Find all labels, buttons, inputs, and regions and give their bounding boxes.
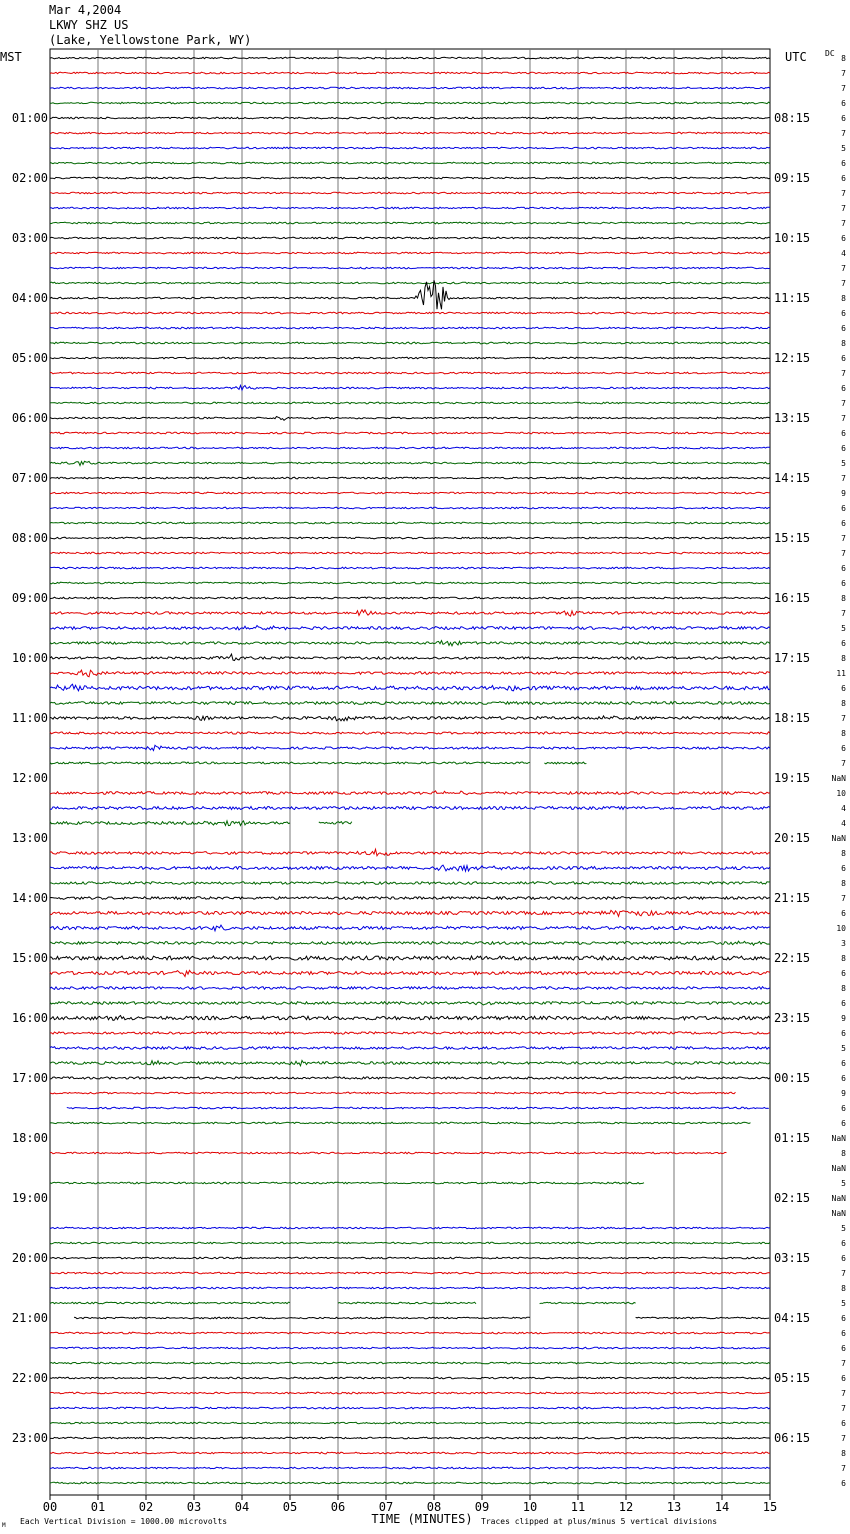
seismic-trace [50,1227,770,1229]
row-dc-value: 7 [841,264,846,273]
seismic-trace [50,537,770,539]
row-dc-value: 3 [841,939,846,948]
right-hour-label: 18:15 [774,711,811,725]
seismic-trace [50,987,770,990]
row-dc-value: 7 [841,759,846,768]
right-hour-label: 10:15 [774,231,811,245]
seismic-trace [50,87,770,89]
seismic-trace [50,1452,770,1454]
row-dc-value: 6 [841,1119,846,1128]
seismic-trace [50,702,770,705]
axis-labels [0,49,846,1529]
left-timezone-label: MST [0,50,22,64]
seismic-trace [50,552,770,554]
station-code: LKWY SHZ US [49,18,129,32]
row-dc-value: NaN [831,1194,846,1203]
x-tick-label: 04 [234,1500,250,1514]
x-tick-label: 01 [90,1500,106,1514]
seismic-trace [50,1182,644,1184]
row-dc-value: 7 [841,609,846,618]
row-dc-value: 6 [841,744,846,753]
plot-frame [50,49,770,1495]
seismic-trace [50,882,770,885]
left-hour-label: 18:00 [11,1131,48,1145]
row-dc-value: 7 [841,189,846,198]
row-dc-value: 5 [841,1179,846,1188]
x-tick-label: 06 [330,1500,346,1514]
row-dc-value: 7 [841,1464,846,1473]
seismic-trace [50,1407,770,1409]
row-dc-value: 6 [841,1074,846,1083]
row-dc-value: 6 [841,999,846,1008]
row-dc-value: 5 [841,624,846,633]
x-tick-label: 12 [618,1500,634,1514]
x-tick-label: 13 [666,1500,682,1514]
x-tick-label: 08 [426,1500,442,1514]
seismic-trace [50,1257,770,1259]
right-hour-label: 04:15 [774,1311,811,1325]
seismic-trace [50,910,770,916]
seismic-trace [50,610,770,616]
left-hour-label: 19:00 [11,1191,48,1205]
row-dc-value: 6 [841,1479,846,1488]
seismic-trace [50,1077,770,1079]
seismic-trace [50,716,770,721]
seismic-trace [50,1467,770,1469]
seismic-trace [50,207,770,209]
left-hour-label: 04:00 [11,291,48,305]
row-dc-value: 7 [841,1359,846,1368]
seismic-trace [50,162,770,164]
right-hour-label: 00:15 [774,1071,811,1085]
row-dc-value: 8 [841,594,846,603]
seismic-trace [50,447,770,449]
row-dc-value: 7 [841,84,846,93]
seismic-trace [50,1032,770,1034]
seismic-trace [50,1092,736,1094]
row-dc-value: 11 [836,669,846,678]
row-dc-value: 6 [841,684,846,693]
row-dc-value: 7 [841,714,846,723]
row-dc-value: 9 [841,1089,846,1098]
seismic-trace [50,357,770,359]
row-dc-value: 6 [841,1059,846,1068]
chart-date: Mar 4,2004 [49,3,122,17]
left-hour-label: 21:00 [11,1311,48,1325]
row-dc-value: 7 [841,1269,846,1278]
row-dc-value: 8 [841,879,846,888]
seismic-trace [50,1482,770,1484]
seismic-trace [50,280,770,309]
seismic-trace [50,1047,770,1050]
left-hour-label: 12:00 [11,771,48,785]
row-dc-value: 6 [841,384,846,393]
right-hour-label: 11:15 [774,291,811,305]
right-hour-label: 22:15 [774,951,811,965]
row-dc-value: 8 [841,699,846,708]
row-dc-value: 4 [841,804,846,813]
seismic-trace [50,582,770,584]
seismic-trace [50,807,770,810]
clip-note: Traces clipped at plus/minus 5 vertical divisions [481,1517,718,1526]
row-dc-value: 6 [841,324,846,333]
row-dc-value: 8 [841,339,846,348]
seismic-trace [50,1242,770,1244]
row-dc-value: 6 [841,99,846,108]
left-hour-label: 10:00 [11,651,48,665]
seismic-trace [50,1272,770,1274]
right-hour-label: 23:15 [774,1011,811,1025]
seismic-trace [50,147,770,149]
seismic-trace [50,925,770,931]
row-dc-value: NaN [831,1164,846,1173]
row-dc-value: 6 [841,159,846,168]
row-dc-value: 7 [841,69,846,78]
right-hour-label: 16:15 [774,591,811,605]
row-dc-value: 6 [841,174,846,183]
seismic-trace [50,117,770,119]
seismic-trace [50,102,770,104]
row-dc-value: 4 [841,819,846,828]
left-hour-label: 22:00 [11,1371,48,1385]
left-hour-label: 16:00 [11,1011,48,1025]
station-location: (Lake, Yellowstone Park, WY) [49,33,252,47]
left-hour-label: 14:00 [11,891,48,905]
row-dc-value: 8 [841,294,846,303]
row-dc-value: NaN [831,1134,846,1143]
row-dc-value: 7 [841,399,846,408]
x-tick-label: 09 [474,1500,490,1514]
right-hour-label: 15:15 [774,531,811,545]
row-dc-value: 9 [841,1014,846,1023]
seismic-trace [50,684,770,691]
row-dc-value: 8 [841,954,846,963]
seismic-trace [50,1302,290,1304]
seismic-trace [50,1362,770,1364]
seismic-trace [50,372,770,374]
right-hour-label: 20:15 [774,831,811,845]
seismic-trace [50,432,770,434]
dc-label: DC [825,49,835,58]
right-hour-label: 03:15 [774,1251,811,1265]
seismic-trace [50,327,770,329]
x-tick-label: 02 [138,1500,154,1514]
row-dc-value: 7 [841,549,846,558]
seismic-trace [540,1302,636,1304]
seismic-trace [636,1317,770,1319]
right-hour-label: 12:15 [774,351,811,365]
seismic-trace [50,1347,770,1349]
right-hour-label: 06:15 [774,1431,811,1445]
seismic-trace [50,791,770,795]
seismic-trace [50,897,770,900]
seismic-trace [50,745,770,750]
seismic-trace [50,461,770,465]
left-hour-label: 07:00 [11,471,48,485]
row-dc-value: 6 [841,309,846,318]
x-tick-label: 00 [42,1500,58,1514]
seismic-trace [50,522,770,524]
row-dc-value: 7 [841,474,846,483]
right-hour-label: 17:15 [774,651,811,665]
seismic-trace [50,1332,770,1334]
row-dc-value: 8 [841,849,846,858]
left-hour-label: 06:00 [11,411,48,425]
seismic-trace [50,865,770,871]
row-dc-value: 6 [841,1374,846,1383]
right-hour-label: 21:15 [774,891,811,905]
row-dc-value: 7 [841,129,846,138]
seismic-trace [50,1016,770,1021]
left-hour-label: 09:00 [11,591,48,605]
row-dc-value: 6 [841,564,846,573]
row-dc-value: 6 [841,579,846,588]
seismic-trace [50,507,770,509]
seismic-trace [50,57,770,59]
seismic-trace [50,1377,770,1379]
left-hour-label: 02:00 [11,171,48,185]
left-hour-label: 13:00 [11,831,48,845]
seismic-trace [50,417,770,421]
right-hour-label: 09:15 [774,171,811,185]
seismic-trace [50,626,770,630]
seismic-trace [50,252,770,254]
seismic-trace [50,1392,770,1394]
right-hour-label: 14:15 [774,471,811,485]
row-dc-value: 8 [841,1284,846,1293]
seismic-trace [50,956,770,960]
seismic-trace [50,732,770,734]
row-dc-value: 6 [841,1329,846,1338]
row-dc-value: 6 [841,234,846,243]
seismic-trace [50,1002,770,1005]
row-dc-value: 6 [841,909,846,918]
row-dc-value: 7 [841,894,846,903]
row-dc-value: 6 [841,1104,846,1113]
row-dc-value: NaN [831,774,846,783]
row-dc-value: 7 [841,1434,846,1443]
x-tick-label: 07 [378,1500,394,1514]
left-hour-label: 08:00 [11,531,48,545]
right-hour-label: 01:15 [774,1131,811,1145]
seismic-trace [50,177,770,179]
row-dc-value: NaN [831,1209,846,1218]
right-hour-label: 13:15 [774,411,811,425]
x-tick-label: 03 [186,1500,202,1514]
seismic-trace [50,654,770,660]
seismic-trace [50,222,770,224]
seismic-trace [67,1107,769,1109]
seismic-trace [50,192,770,194]
row-dc-value: NaN [831,834,846,843]
row-dc-value: 8 [841,54,846,63]
row-dc-value: 6 [841,1419,846,1428]
row-dc-value: 6 [841,519,846,528]
left-hour-label: 20:00 [11,1251,48,1265]
seismic-trace [50,1422,770,1424]
row-dc-value: 5 [841,1044,846,1053]
trace-rows [50,57,770,1484]
row-dc-value: 6 [841,429,846,438]
seismic-trace [50,970,770,976]
right-hour-label: 19:15 [774,771,811,785]
seismic-trace [50,132,770,134]
seismic-trace [50,385,770,390]
right-hour-label: 08:15 [774,111,811,125]
seismic-trace [50,267,770,269]
row-dc-value: 4 [841,249,846,258]
seismic-trace [50,1061,770,1066]
x-axis-title: TIME (MINUTES) [371,1512,473,1526]
right-hour-label: 05:15 [774,1371,811,1385]
corner-mark: M [2,1522,6,1529]
seismic-trace [50,597,770,599]
x-tick-label: 15 [762,1500,778,1514]
row-dc-value: 6 [841,864,846,873]
left-hour-label: 03:00 [11,231,48,245]
row-dc-value: 6 [841,1254,846,1263]
left-hour-label: 11:00 [11,711,48,725]
right-timezone-label: UTC [785,50,807,64]
row-dc-value: 9 [841,489,846,498]
row-dc-value: 7 [841,534,846,543]
row-dc-value: 6 [841,1344,846,1353]
seismic-trace [338,1302,476,1304]
seismic-trace [74,1317,530,1319]
row-dc-value: 7 [841,414,846,423]
left-hour-label: 23:00 [11,1431,48,1445]
seismic-trace [50,567,770,569]
x-tick-label: 05 [282,1500,298,1514]
seismic-trace [50,492,770,494]
row-dc-value: 7 [841,369,846,378]
seismic-trace [50,402,770,404]
row-dc-value: 7 [841,204,846,213]
row-dc-value: 6 [841,444,846,453]
row-dc-value: 8 [841,984,846,993]
row-dc-value: 6 [841,1239,846,1248]
seismic-trace [50,941,770,945]
right-hour-label: 02:15 [774,1191,811,1205]
row-dc-value: 8 [841,1149,846,1158]
seismic-trace [50,1287,770,1289]
row-dc-value: 6 [841,1314,846,1323]
row-dc-value: 6 [841,639,846,648]
seismic-trace [50,1152,727,1154]
row-dc-value: 7 [841,279,846,288]
row-dc-value: 8 [841,1449,846,1458]
left-hour-label: 17:00 [11,1071,48,1085]
seismic-trace [544,762,586,764]
seismic-trace [50,237,770,239]
row-dc-value: 6 [841,114,846,123]
seismic-trace [50,477,770,479]
seismic-trace [50,641,770,646]
x-tick-label: 11 [570,1500,586,1514]
row-dc-value: 7 [841,219,846,228]
seismic-trace [50,312,770,314]
left-hour-label: 05:00 [11,351,48,365]
row-dc-value: 6 [841,504,846,513]
seismic-trace [50,282,770,284]
seismic-trace [50,72,770,74]
row-dc-value: 10 [836,789,846,798]
x-tick-label: 14 [714,1500,730,1514]
row-dc-value: 6 [841,354,846,363]
row-dc-value: 6 [841,1029,846,1038]
seismic-trace [50,670,770,677]
row-dc-value: 5 [841,1299,846,1308]
minute-gridlines [50,49,770,1495]
vertical-division-note: Each Vertical Division = 1000.00 microvolts [20,1517,228,1526]
row-dc-value: 10 [836,924,846,933]
seismic-trace [50,821,290,826]
seismic-trace [319,822,352,824]
row-dc-value: 6 [841,969,846,978]
row-dc-value: 5 [841,1224,846,1233]
seismic-trace [50,1437,770,1439]
seismic-trace [50,1122,751,1124]
row-dc-value: 5 [841,144,846,153]
seismic-trace [50,342,770,344]
row-dc-value: 5 [841,459,846,468]
row-dc-value: 8 [841,729,846,738]
left-hour-label: 15:00 [11,951,48,965]
left-hour-label: 01:00 [11,111,48,125]
row-dc-value: 8 [841,654,846,663]
row-dc-value: 7 [841,1404,846,1413]
seismic-trace [50,849,770,856]
x-tick-label: 10 [522,1500,538,1514]
row-dc-value: 7 [841,1389,846,1398]
